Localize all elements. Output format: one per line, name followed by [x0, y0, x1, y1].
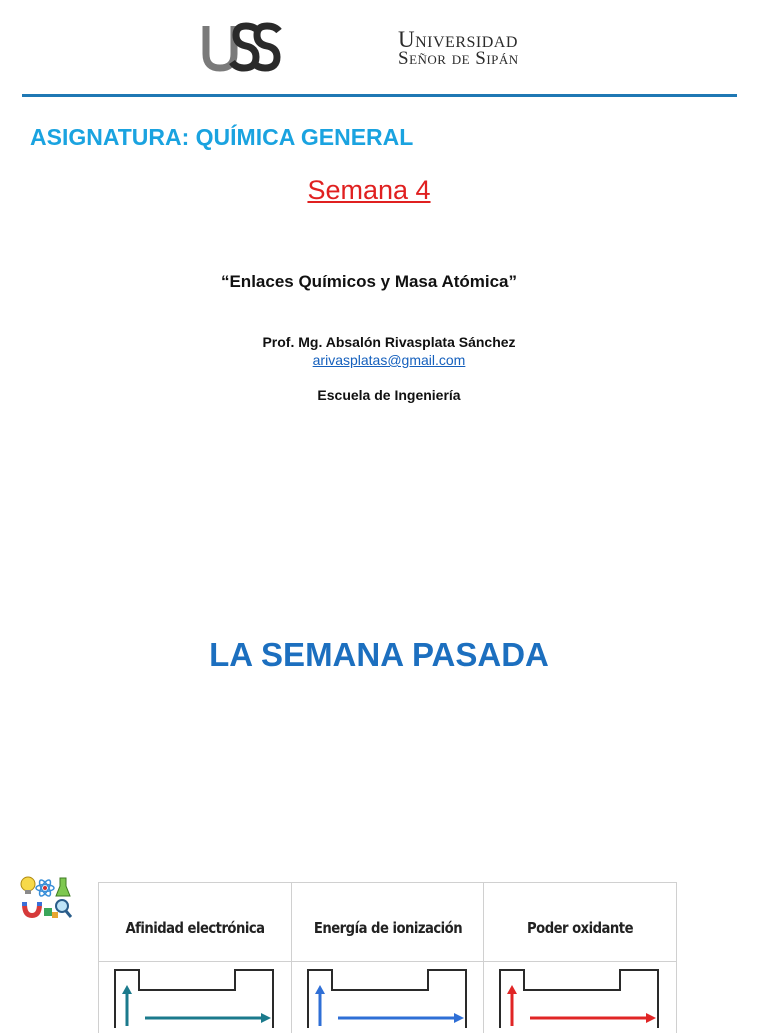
trend-label: Poder oxidante [527, 919, 633, 937]
periodic-table-outline-icon [306, 968, 474, 1028]
school-name: Escuela de Ingeniería [317, 387, 461, 403]
university-wordmark [398, 28, 519, 68]
course-title: ASIGNATURA: QUÍMICA GENERAL [30, 124, 414, 150]
trend-card-electron-affinity [99, 883, 291, 1033]
university-name-line1: Universidad [398, 27, 518, 52]
professor-name: Prof. Mg. Absalón Rivasplata Sánchez [262, 334, 516, 350]
section-heading: LA SEMANA PASADA [209, 636, 549, 673]
trend-divider [484, 961, 676, 962]
periodic-trends-table [98, 882, 677, 1033]
slide-header [0, 0, 768, 96]
uss-logo [200, 22, 282, 72]
header-divider [22, 94, 737, 97]
science-clipart-icon [18, 874, 72, 924]
periodic-table-outline-icon [113, 968, 281, 1028]
trend-label: Energía de ionización [313, 919, 463, 937]
periodic-table-outline-icon [498, 968, 666, 1028]
professor-email-link[interactable]: arivasplatas@gmail.com [312, 352, 466, 368]
trend-divider [292, 961, 484, 962]
topic-title: “Enlaces Químicos y Masa Atómica” [220, 272, 518, 291]
trend-card-oxidizing-power [483, 883, 676, 1033]
trend-divider [99, 961, 291, 962]
trend-card-ionization-energy [291, 883, 484, 1033]
trend-label: Afinidad electrónica [125, 919, 265, 937]
week-label: Semana 4 [307, 175, 431, 205]
university-name-line2: Señor de Sipán [398, 48, 519, 69]
